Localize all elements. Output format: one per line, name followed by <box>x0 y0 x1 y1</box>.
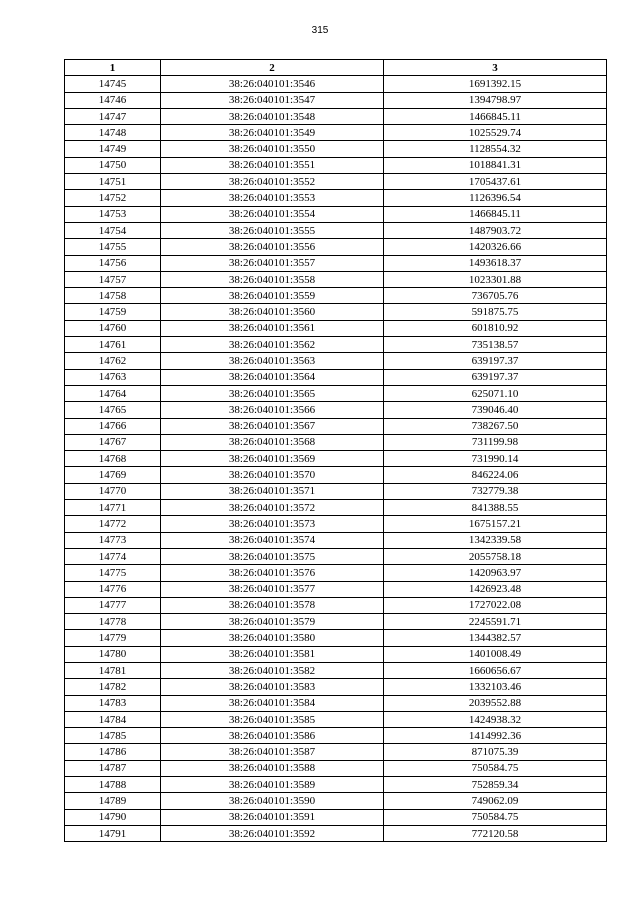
row-number-cell: 14763 <box>65 369 161 385</box>
cadastral-number-cell: 38:26:040101:3585 <box>161 711 384 727</box>
cadastral-number-cell: 38:26:040101:3582 <box>161 662 384 678</box>
row-number-cell: 14760 <box>65 320 161 336</box>
row-number-cell: 14765 <box>65 402 161 418</box>
value-cell: 1705437.61 <box>384 174 607 190</box>
cadastral-number-cell: 38:26:040101:3550 <box>161 141 384 157</box>
table-row <box>65 320 607 336</box>
row-number-cell: 14757 <box>65 271 161 287</box>
cadastral-number-cell: 38:26:040101:3580 <box>161 630 384 646</box>
value-cell: 591875.75 <box>384 304 607 320</box>
table-row <box>65 174 607 190</box>
cadastral-number-cell: 38:26:040101:3548 <box>161 108 384 124</box>
row-number-cell: 14749 <box>65 141 161 157</box>
row-number-cell: 14745 <box>65 76 161 92</box>
table-row <box>65 548 607 564</box>
table-row <box>65 125 607 141</box>
cadastral-number-cell: 38:26:040101:3577 <box>161 581 384 597</box>
row-number-cell: 14754 <box>65 222 161 238</box>
table-row <box>65 728 607 744</box>
table-row <box>65 565 607 581</box>
cadastral-number-cell: 38:26:040101:3553 <box>161 190 384 206</box>
value-cell: 1394798.97 <box>384 92 607 108</box>
page-number: 315 <box>311 25 329 36</box>
table-row <box>65 255 607 271</box>
row-number-cell: 14779 <box>65 630 161 646</box>
table-row <box>65 809 607 825</box>
table-body <box>65 76 607 842</box>
row-number-cell: 14759 <box>65 304 161 320</box>
row-number-cell: 14758 <box>65 288 161 304</box>
column-header-3: 3 <box>384 60 607 76</box>
cadastral-number-cell: 38:26:040101:3568 <box>161 434 384 450</box>
table-row <box>65 467 607 483</box>
table-row <box>65 483 607 499</box>
cadastral-number-cell: 38:26:040101:3591 <box>161 809 384 825</box>
cadastral-number-cell: 38:26:040101:3561 <box>161 320 384 336</box>
value-cell: 1660656.67 <box>384 662 607 678</box>
value-cell: 871075.39 <box>384 744 607 760</box>
row-number-cell: 14791 <box>65 825 161 841</box>
table-row <box>65 304 607 320</box>
column-header-1: 1 <box>65 60 161 76</box>
row-number-cell: 14769 <box>65 467 161 483</box>
row-number-cell: 14780 <box>65 646 161 662</box>
value-cell: 1466845.11 <box>384 108 607 124</box>
row-number-cell: 14783 <box>65 695 161 711</box>
table-row <box>65 108 607 124</box>
value-cell: 1420326.66 <box>384 239 607 255</box>
cadastral-number-cell: 38:26:040101:3581 <box>161 646 384 662</box>
table-row <box>65 222 607 238</box>
row-number-cell: 14790 <box>65 809 161 825</box>
row-number-cell: 14761 <box>65 337 161 353</box>
row-number-cell: 14788 <box>65 777 161 793</box>
table-row <box>65 451 607 467</box>
value-cell: 601810.92 <box>384 320 607 336</box>
table-row <box>65 337 607 353</box>
table-row <box>65 141 607 157</box>
value-cell: 752859.34 <box>384 777 607 793</box>
table-row <box>65 793 607 809</box>
value-cell: 846224.06 <box>384 467 607 483</box>
value-cell: 1401008.49 <box>384 646 607 662</box>
cadastral-number-cell: 38:26:040101:3567 <box>161 418 384 434</box>
row-number-cell: 14785 <box>65 728 161 744</box>
value-cell: 1493618.37 <box>384 255 607 271</box>
table-row <box>65 662 607 678</box>
value-cell: 739046.40 <box>384 402 607 418</box>
value-cell: 1344382.57 <box>384 630 607 646</box>
cadastral-number-cell: 38:26:040101:3566 <box>161 402 384 418</box>
value-cell: 1420963.97 <box>384 565 607 581</box>
cadastral-number-cell: 38:26:040101:3558 <box>161 271 384 287</box>
cadastral-number-cell: 38:26:040101:3572 <box>161 500 384 516</box>
cadastral-number-cell: 38:26:040101:3551 <box>161 157 384 173</box>
row-number-cell: 14751 <box>65 174 161 190</box>
cadastral-number-cell: 38:26:040101:3575 <box>161 548 384 564</box>
cadastral-number-cell: 38:26:040101:3547 <box>161 92 384 108</box>
table-row <box>65 679 607 695</box>
value-cell: 639197.37 <box>384 369 607 385</box>
value-cell: 1675157.21 <box>384 516 607 532</box>
value-cell: 1691392.15 <box>384 76 607 92</box>
row-number-cell: 14771 <box>65 500 161 516</box>
value-cell: 841388.55 <box>384 500 607 516</box>
row-number-cell: 14764 <box>65 385 161 401</box>
table-row <box>65 369 607 385</box>
row-number-cell: 14762 <box>65 353 161 369</box>
cadastral-number-cell: 38:26:040101:3589 <box>161 777 384 793</box>
cadastral-number-cell: 38:26:040101:3588 <box>161 760 384 776</box>
value-cell: 639197.37 <box>384 353 607 369</box>
row-number-cell: 14770 <box>65 483 161 499</box>
table-row <box>65 630 607 646</box>
cadastral-number-cell: 38:26:040101:3592 <box>161 825 384 841</box>
row-number-cell: 14786 <box>65 744 161 760</box>
row-number-cell: 14755 <box>65 239 161 255</box>
value-cell: 738267.50 <box>384 418 607 434</box>
table-row <box>65 288 607 304</box>
value-cell: 1332103.46 <box>384 679 607 695</box>
row-number-cell: 14774 <box>65 548 161 564</box>
value-cell: 731990.14 <box>384 451 607 467</box>
table-row <box>65 434 607 450</box>
cadastral-number-cell: 38:26:040101:3562 <box>161 337 384 353</box>
value-cell: 625071.10 <box>384 385 607 401</box>
table-row <box>65 190 607 206</box>
row-number-cell: 14775 <box>65 565 161 581</box>
row-number-cell: 14766 <box>65 418 161 434</box>
value-cell: 1018841.31 <box>384 157 607 173</box>
cadastral-number-cell: 38:26:040101:3571 <box>161 483 384 499</box>
value-cell: 735138.57 <box>384 337 607 353</box>
cadastral-number-cell: 38:26:040101:3576 <box>161 565 384 581</box>
row-number-cell: 14753 <box>65 206 161 222</box>
cadastral-number-cell: 38:26:040101:3586 <box>161 728 384 744</box>
row-number-cell: 14746 <box>65 92 161 108</box>
column-header-2: 2 <box>161 60 384 76</box>
table-row <box>65 777 607 793</box>
table-row <box>65 418 607 434</box>
row-number-cell: 14781 <box>65 662 161 678</box>
value-cell: 1466845.11 <box>384 206 607 222</box>
value-cell: 750584.75 <box>384 809 607 825</box>
table-row <box>65 711 607 727</box>
row-number-cell: 14772 <box>65 516 161 532</box>
value-cell: 1414992.36 <box>384 728 607 744</box>
row-number-cell: 14767 <box>65 434 161 450</box>
table-row <box>65 825 607 841</box>
cadastral-number-cell: 38:26:040101:3573 <box>161 516 384 532</box>
row-number-cell: 14748 <box>65 125 161 141</box>
value-cell: 1424938.32 <box>384 711 607 727</box>
cadastral-number-cell: 38:26:040101:3584 <box>161 695 384 711</box>
row-number-cell: 14782 <box>65 679 161 695</box>
cadastral-number-cell: 38:26:040101:3583 <box>161 679 384 695</box>
table-row <box>65 385 607 401</box>
value-cell: 1727022.08 <box>384 597 607 613</box>
cadastral-number-cell: 38:26:040101:3570 <box>161 467 384 483</box>
cadastral-number-cell: 38:26:040101:3557 <box>161 255 384 271</box>
row-number-cell: 14747 <box>65 108 161 124</box>
table-row <box>65 614 607 630</box>
cadastral-number-cell: 38:26:040101:3556 <box>161 239 384 255</box>
cadastral-number-cell: 38:26:040101:3559 <box>161 288 384 304</box>
row-number-cell: 14750 <box>65 157 161 173</box>
cadastral-number-cell: 38:26:040101:3563 <box>161 353 384 369</box>
row-number-cell: 14756 <box>65 255 161 271</box>
value-cell: 1342339.58 <box>384 532 607 548</box>
table-row <box>65 500 607 516</box>
table-row <box>65 157 607 173</box>
row-number-cell: 14778 <box>65 614 161 630</box>
cadastral-number-cell: 38:26:040101:3590 <box>161 793 384 809</box>
cadastral-number-cell: 38:26:040101:3565 <box>161 385 384 401</box>
value-cell: 750584.75 <box>384 760 607 776</box>
cadastral-number-cell: 38:26:040101:3579 <box>161 614 384 630</box>
table-row <box>65 92 607 108</box>
cadastral-number-cell: 38:26:040101:3555 <box>161 222 384 238</box>
value-cell: 1487903.72 <box>384 222 607 238</box>
table-row <box>65 581 607 597</box>
row-number-cell: 14787 <box>65 760 161 776</box>
cadastral-number-cell: 38:26:040101:3564 <box>161 369 384 385</box>
table-row <box>65 532 607 548</box>
value-cell: 749062.09 <box>384 793 607 809</box>
table-row <box>65 516 607 532</box>
table-row <box>65 760 607 776</box>
cadastral-number-cell: 38:26:040101:3554 <box>161 206 384 222</box>
value-cell: 736705.76 <box>384 288 607 304</box>
value-cell: 2245591.71 <box>384 614 607 630</box>
row-number-cell: 14776 <box>65 581 161 597</box>
value-cell: 2055758.18 <box>384 548 607 564</box>
table-row <box>65 76 607 92</box>
row-number-cell: 14784 <box>65 711 161 727</box>
cadastral-number-cell: 38:26:040101:3578 <box>161 597 384 613</box>
table-row <box>65 744 607 760</box>
data-table <box>64 59 607 842</box>
value-cell: 1426923.48 <box>384 581 607 597</box>
table-row <box>65 239 607 255</box>
table-row <box>65 353 607 369</box>
table-row <box>65 402 607 418</box>
table-row <box>65 597 607 613</box>
table-header <box>65 60 607 76</box>
table-row <box>65 646 607 662</box>
row-number-cell: 14789 <box>65 793 161 809</box>
cadastral-number-cell: 38:26:040101:3560 <box>161 304 384 320</box>
value-cell: 2039552.88 <box>384 695 607 711</box>
value-cell: 1126396.54 <box>384 190 607 206</box>
value-cell: 1128554.32 <box>384 141 607 157</box>
table-row <box>65 695 607 711</box>
value-cell: 772120.58 <box>384 825 607 841</box>
value-cell: 732779.38 <box>384 483 607 499</box>
row-number-cell: 14752 <box>65 190 161 206</box>
row-number-cell: 14768 <box>65 451 161 467</box>
row-number-cell: 14773 <box>65 532 161 548</box>
table-row <box>65 206 607 222</box>
header-row <box>65 60 607 76</box>
cadastral-number-cell: 38:26:040101:3546 <box>161 76 384 92</box>
cadastral-number-cell: 38:26:040101:3587 <box>161 744 384 760</box>
row-number-cell: 14777 <box>65 597 161 613</box>
cadastral-number-cell: 38:26:040101:3569 <box>161 451 384 467</box>
value-cell: 1023301.88 <box>384 271 607 287</box>
table-row <box>65 271 607 287</box>
cadastral-number-cell: 38:26:040101:3549 <box>161 125 384 141</box>
value-cell: 1025529.74 <box>384 125 607 141</box>
cadastral-number-cell: 38:26:040101:3574 <box>161 532 384 548</box>
cadastral-number-cell: 38:26:040101:3552 <box>161 174 384 190</box>
value-cell: 731199.98 <box>384 434 607 450</box>
